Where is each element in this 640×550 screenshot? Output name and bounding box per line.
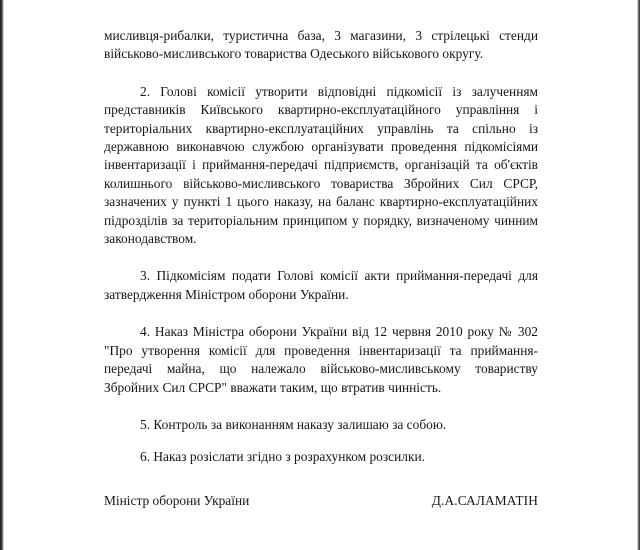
paragraph-spacer <box>104 434 538 448</box>
paragraph-spacer <box>104 397 538 416</box>
paragraph-item-5: 5. Контроль за виконанням наказу залишаю за собою. <box>140 416 447 432</box>
document-body <box>104 0 538 550</box>
top-margin-spacer <box>104 0 538 27</box>
paragraph-item-6: 6. Наказ розіслати згідно з розрахунком розсилки. <box>140 449 425 465</box>
paragraph-item-3: 3. Підкомісіям подати Голові комісії акти приймання-передачі для затвердження Міністром оборони України. <box>104 268 538 302</box>
paragraph-item-4: 4. Наказ Міністра оборони України від 12 червня 2010 року № 302 "Про утворення комісії для проведення інвентаризації та приймання-передачі майна, що належало військово-мисливському товариству Збройних Сил СРСР" вважати таким, що втратив чинність. <box>104 324 538 395</box>
signatory-name: Д.А.САЛАМАТІН <box>431 493 538 508</box>
paragraph-spacer <box>104 64 538 83</box>
paragraph-spacer <box>104 304 538 323</box>
signature-block <box>104 492 538 510</box>
paragraph-item-2: 2. Голові комісії утворити відповідні підкомісії із залученням представників Київського квартирно-експлуатаційного управління і територіальних квартирно-експлуатаційних управлінь та спільно із державною виконавчою службою організувати проведення підкомісіями інвентаризації і приймання-передачі підприємств, організацій та об'єктів колишнього військово-мисливського товариства Збройних Сил СРСР, зазначених у пункті 1 цього наказу, на баланс квартирно-експлуатаційних підрозділів за територіальним принципом у порядку, визначеному чинним законодавством. <box>104 83 538 247</box>
paragraph-spacer <box>104 248 538 267</box>
scan-edge-left <box>0 0 4 550</box>
signatory-title: Міністр оборони України <box>104 493 250 508</box>
paragraph-continuation: мисливця-рибалки, туристична база, 3 магазини, 3 стрілецькі стенди військово-мисливського товариства Одеського військового округу. <box>104 28 538 62</box>
